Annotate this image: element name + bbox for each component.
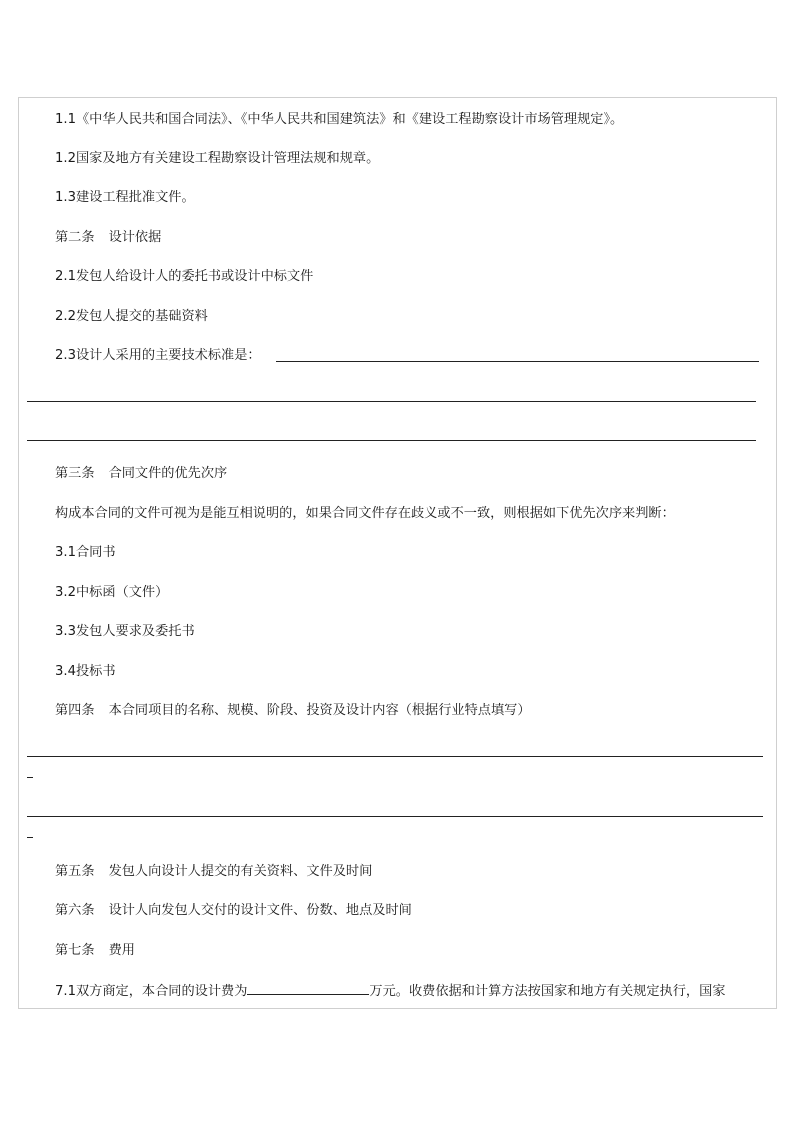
article-7-heading bbox=[55, 943, 135, 959]
standards-fill-line-2[interactable] bbox=[27, 401, 756, 402]
article-4-title: 本合同项目的名称、规模、阶段、投资及设计内容（根据行业特点填写） bbox=[108, 703, 531, 718]
clause-7-1 bbox=[55, 982, 725, 1000]
clause-1-3: 1.3建设工程批准文件。 bbox=[55, 190, 195, 205]
standards-fill-line[interactable] bbox=[276, 361, 759, 362]
article-3-intro: 构成本合同的文件可视为是能互相说明的，如果合同文件存在歧义或不一致，则根据如下优先次序来判断： bbox=[55, 506, 675, 521]
article-3-label: 第三条 bbox=[55, 466, 95, 481]
design-fee-blank[interactable] bbox=[247, 982, 369, 995]
clause-7-1-text-a: 7.1双方商定，本合同的设计费为 bbox=[55, 984, 248, 999]
article-3-title: 合同文件的优先次序 bbox=[108, 466, 228, 481]
clause-3-3: 3.3发包人要求及委托书 bbox=[55, 624, 195, 639]
article-6-title: 设计人向发包人交付的设计文件、份数、地点及时间 bbox=[108, 903, 412, 918]
project-fill-line-1[interactable] bbox=[27, 756, 763, 757]
clause-1-1: 1.1《中华人民共和国合同法》、《中华人民共和国建筑法》和《建设工程勘察设计市场管理规定》。 bbox=[55, 112, 624, 127]
article-7-label: 第七条 bbox=[55, 943, 95, 958]
article-5-title: 发包人向设计人提交的有关资料、文件及时间 bbox=[108, 864, 373, 879]
article-5-label: 第五条 bbox=[55, 864, 95, 879]
contract-page bbox=[18, 97, 777, 1009]
article-4-heading bbox=[55, 703, 531, 719]
article-6-label: 第六条 bbox=[55, 903, 95, 918]
article-3-heading bbox=[55, 466, 227, 482]
article-2-label: 第二条 bbox=[55, 230, 95, 245]
clause-3-1: 3.1合同书 bbox=[55, 545, 116, 560]
dash-mark bbox=[27, 837, 33, 838]
clause-1-2: 1.2国家及地方有关建设工程勘察设计管理法规和规章。 bbox=[55, 151, 380, 166]
article-2-heading bbox=[55, 230, 161, 246]
clause-7-1-text-b: 万元。收费依据和计算方法按国家和地方有关规定执行，国家 bbox=[369, 984, 726, 999]
project-fill-line-2[interactable] bbox=[27, 816, 763, 817]
article-2-title: 设计依据 bbox=[108, 230, 162, 245]
clause-2-2: 2.2发包人提交的基础资料 bbox=[55, 309, 208, 324]
dash-mark bbox=[27, 777, 33, 778]
article-7-title: 费用 bbox=[108, 943, 135, 958]
clause-3-4: 3.4投标书 bbox=[55, 664, 116, 679]
clause-2-3: 2.3设计人采用的主要技术标准是： bbox=[55, 348, 261, 363]
clause-2-1: 2.1发包人给设计人的委托书或设计中标文件 bbox=[55, 269, 314, 284]
article-5-heading bbox=[55, 864, 372, 880]
standards-fill-line-3[interactable] bbox=[27, 440, 756, 441]
article-4-label: 第四条 bbox=[55, 703, 95, 718]
article-6-heading bbox=[55, 903, 412, 919]
clause-3-2: 3.2中标函（文件） bbox=[55, 585, 169, 600]
